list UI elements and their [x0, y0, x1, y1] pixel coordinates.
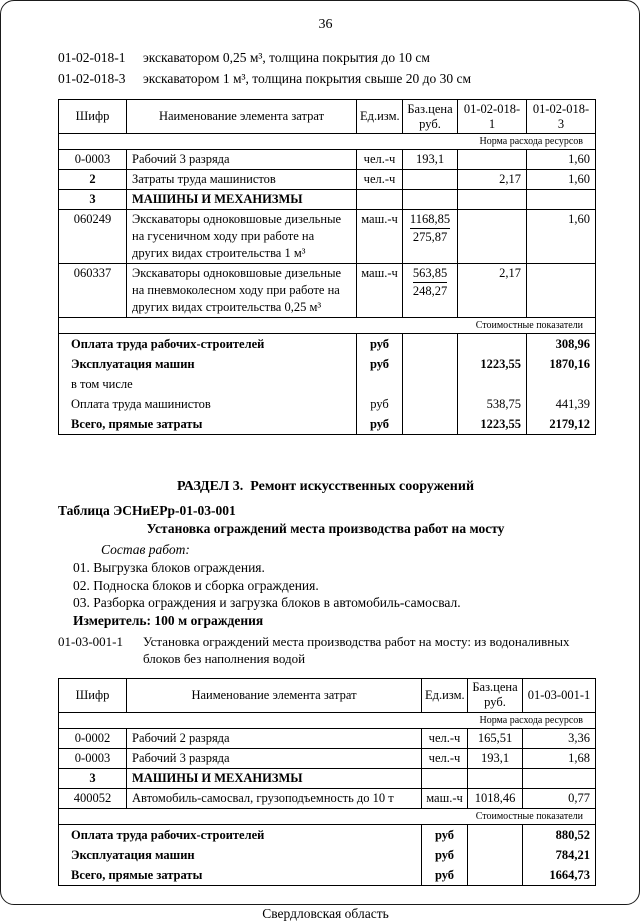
value-cell: 2,17	[458, 170, 527, 190]
shifr-cell: 0-0003	[59, 748, 127, 768]
value-cell: 1223,55	[458, 414, 527, 435]
value-cell: 1,60	[527, 170, 596, 190]
unit-cell: руб	[422, 865, 468, 886]
value-cell: 1664,73	[523, 865, 596, 886]
summary-row	[59, 845, 596, 865]
page-number: 36	[318, 17, 333, 32]
value-cell	[458, 150, 527, 170]
header-norm-col-2: 01-02-018-3	[527, 100, 596, 134]
work-item: 02. Подноска блоков и сборка ограждения.	[73, 577, 319, 593]
name-cell: Рабочий 3 разряда	[127, 150, 357, 170]
header-norm-col-1: 01-03-001-1	[523, 678, 596, 712]
works-label: Состав работ:	[101, 542, 190, 557]
table-header-row	[59, 678, 596, 712]
header-shifr: Шифр	[59, 678, 127, 712]
summary-label: Всего, прямые затраты	[59, 414, 357, 435]
price-cell	[403, 414, 458, 435]
norm-description: экскаватором 0,25 м³, толщина покрытия до 10 см	[143, 50, 430, 65]
norm-line	[58, 68, 593, 89]
summary-label: Оплата труда рабочих-строителей	[59, 334, 357, 355]
norm-code: 01-03-001-1	[58, 633, 123, 649]
norm-item-line	[58, 633, 593, 668]
table-label: Таблица ЭСНиЕРр-01-03-001	[58, 503, 236, 518]
unit-cell	[357, 190, 403, 210]
price-cell	[403, 334, 458, 355]
table-row	[59, 170, 596, 190]
unit-cell: маш.-ч	[357, 264, 403, 318]
price-denominator: 275,87	[412, 230, 448, 244]
summary-row	[59, 374, 596, 394]
value-cell: 1223,55	[458, 354, 527, 374]
table-row	[59, 264, 596, 318]
summary-row	[59, 354, 596, 374]
price-cell	[403, 354, 458, 374]
table-row	[59, 748, 596, 768]
norm-band-label: Норма расхода ресурсов	[59, 712, 596, 728]
summary-row	[59, 334, 596, 355]
value-cell	[527, 374, 596, 394]
header-name: Наименование элемента затрат	[127, 678, 422, 712]
work-item: 01. Выгрузка блоков ограждения.	[73, 560, 265, 575]
value-cell: 538,75	[458, 394, 527, 414]
price-cell	[403, 394, 458, 414]
price-cell	[468, 845, 523, 865]
header-base-price-line1: Баз.цена	[407, 101, 453, 116]
value-cell: 1870,16	[527, 354, 596, 374]
norm-line	[58, 47, 593, 68]
value-cell	[527, 264, 596, 318]
summary-label: Оплата труда рабочих-строителей	[59, 824, 422, 845]
value-cell: 3,36	[523, 728, 596, 748]
shifr-cell: 060249	[59, 210, 127, 264]
table-row	[59, 190, 596, 210]
value-cell	[458, 334, 527, 355]
band-row	[59, 134, 596, 150]
header-name: Наименование элемента затрат	[127, 100, 357, 134]
header-base-price	[403, 100, 458, 134]
unit-cell: чел.-ч	[422, 728, 468, 748]
name-cell: Экскаваторы одноковшовые дизельные на пневмоколесном ходу при работе на других видах строительства 0,25 м³	[127, 264, 357, 318]
table-row	[59, 150, 596, 170]
summary-label: Оплата труда машинистов	[59, 394, 357, 414]
summary-label: Всего, прямые затраты	[59, 865, 422, 886]
shifr-cell: 2	[59, 170, 127, 190]
header-base-price-line1: Баз.цена	[472, 680, 518, 694]
measure-label: Измеритель: 100 м ограждения	[73, 612, 264, 628]
shifr-cell: 400052	[59, 788, 127, 808]
value-cell: 0,77	[523, 788, 596, 808]
value-cell	[527, 190, 596, 210]
unit-cell: чел.-ч	[357, 170, 403, 190]
table-title: Установка ограждений места производства работ на мосту	[146, 521, 505, 536]
value-cell: 308,96	[527, 334, 596, 355]
norm-band-label: Норма расхода ресурсов	[59, 134, 596, 150]
shifr-cell: 0-0003	[59, 150, 127, 170]
unit-cell: руб	[357, 394, 403, 414]
cost-band-label: Стоимостные показатели	[59, 318, 596, 334]
name-cell: Экскаваторы одноковшовые дизельные на гусеничном ходу при работе на других видах строительства 1 м³	[127, 210, 357, 264]
table-row	[59, 728, 596, 748]
name-cell: Рабочий 2 разряда	[127, 728, 422, 748]
header-unit: Ед.изм.	[357, 100, 403, 134]
table-row	[59, 768, 596, 788]
price-cell	[403, 210, 458, 264]
name-cell: Затраты труда машинистов	[127, 170, 357, 190]
price-cell	[468, 865, 523, 886]
unit-cell: руб	[422, 845, 468, 865]
summary-row	[59, 865, 596, 886]
value-cell: 1,60	[527, 210, 596, 264]
band-row	[59, 808, 596, 824]
work-item: 03. Разборка ограждения и загрузка блоков в автомобиль-самосвал.	[73, 595, 461, 610]
value-cell	[458, 210, 527, 264]
unit-cell: чел.-ч	[422, 748, 468, 768]
price-cell	[403, 264, 458, 318]
shifr-cell: 3	[59, 190, 127, 210]
table-row	[59, 788, 596, 808]
summary-row	[59, 824, 596, 845]
price-denominator: 248,27	[412, 284, 448, 298]
price-cell: 165,51	[468, 728, 523, 748]
shifr-cell: 3	[59, 768, 127, 788]
intro-lines	[58, 47, 593, 89]
price-cell	[403, 190, 458, 210]
header-base-price	[468, 678, 523, 712]
summary-label: Эксплуатация машин	[59, 354, 357, 374]
unit-cell: маш.-ч	[357, 210, 403, 264]
value-cell: 880,52	[523, 824, 596, 845]
norm-code: 01-02-018-1	[58, 50, 126, 65]
shifr-cell: 0-0002	[59, 728, 127, 748]
table-header-row	[59, 100, 596, 134]
band-row	[59, 318, 596, 334]
header-shifr: Шифр	[59, 100, 127, 134]
name-cell: Автомобиль-самосвал, грузоподъемность до 10 т	[127, 788, 422, 808]
price-numerator: 563,85	[413, 265, 447, 283]
value-cell: 441,39	[527, 394, 596, 414]
cost-band-label: Стоимостные показатели	[59, 808, 596, 824]
norm-code: 01-02-018-3	[58, 71, 126, 86]
header-base-price-line2: руб.	[419, 116, 441, 131]
price-cell: 193,1	[468, 748, 523, 768]
unit-cell: руб	[357, 354, 403, 374]
summary-row	[59, 394, 596, 414]
value-cell	[523, 768, 596, 788]
shifr-cell: 060337	[59, 264, 127, 318]
value-cell: 2179,12	[527, 414, 596, 435]
value-cell: 1,68	[523, 748, 596, 768]
norm-description: Установка ограждений места производства работ на мосту: из водоналивных блоков без наполнения водой	[143, 633, 570, 666]
cost-table-01-03-001	[58, 678, 596, 886]
band-row	[59, 712, 596, 728]
summary-row	[59, 414, 596, 435]
price-cell	[403, 374, 458, 394]
price-cell	[468, 824, 523, 845]
value-cell: 784,21	[523, 845, 596, 865]
section-heading: РАЗДЕЛ 3. Ремонт искусственных сооружений	[176, 479, 475, 494]
header-unit: Ед.изм.	[422, 678, 468, 712]
name-cell: МАШИНЫ И МЕХАНИЗМЫ	[127, 768, 422, 788]
value-cell: 1,60	[527, 150, 596, 170]
price-cell	[468, 768, 523, 788]
cost-table-01-02-018	[58, 99, 596, 435]
price-cell: 1018,46	[468, 788, 523, 808]
unit-cell: руб	[357, 334, 403, 355]
summary-label: в том числе	[59, 374, 357, 394]
table-row	[59, 210, 596, 264]
summary-label: Эксплуатация машин	[59, 845, 422, 865]
norm-description: экскаватором 1 м³, толщина покрытия свыше 20 до 30 см	[143, 71, 472, 86]
unit-cell	[357, 374, 403, 394]
unit-cell	[422, 768, 468, 788]
header-base-price-line2: руб.	[484, 695, 506, 709]
header-norm-col-1: 01-02-018-1	[458, 100, 527, 134]
unit-cell: руб	[422, 824, 468, 845]
unit-cell: чел.-ч	[357, 150, 403, 170]
value-cell	[458, 190, 527, 210]
value-cell: 2,17	[458, 264, 527, 318]
price-numerator: 1168,85	[410, 211, 450, 229]
name-cell: Рабочий 3 разряда	[127, 748, 422, 768]
region-footer: Свердловская область	[262, 905, 389, 921]
name-cell: МАШИНЫ И МЕХАНИЗМЫ	[127, 190, 357, 210]
unit-cell: маш.-ч	[422, 788, 468, 808]
price-cell: 193,1	[403, 150, 458, 170]
unit-cell: руб	[357, 414, 403, 435]
value-cell	[458, 374, 527, 394]
price-cell	[403, 170, 458, 190]
